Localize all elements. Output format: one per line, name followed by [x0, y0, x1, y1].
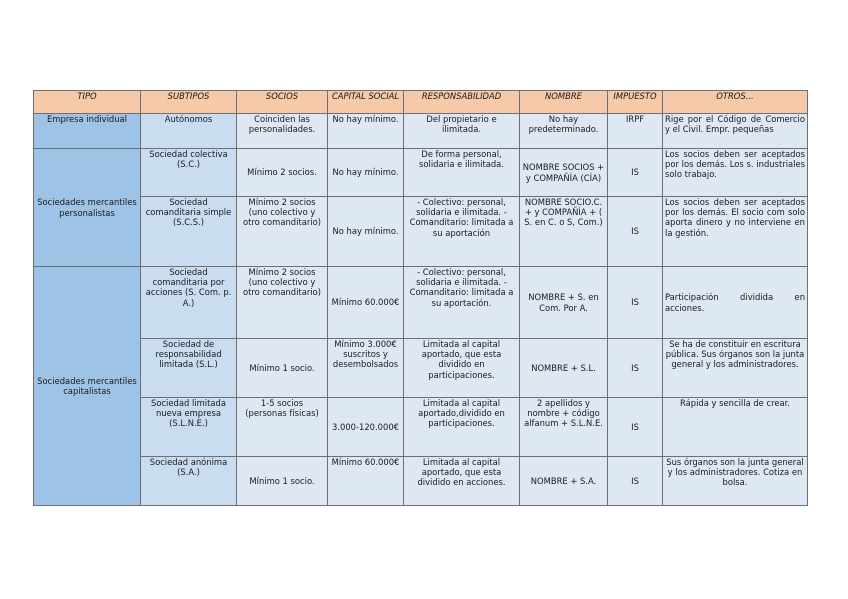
cell-impuesto: IS — [608, 197, 663, 267]
cell-responsabilidad: - Colectivo: personal, solidaria e ilimitada. - Comanditario: limitada a su aportación — [404, 197, 520, 267]
table-row — [34, 267, 808, 339]
cell-subtipo: Sociedad limitada nueva empresa (S.L.N.E.) — [141, 398, 237, 457]
cell-nombre: NOMBRE + S.L. — [520, 339, 608, 398]
cell-socios: 1-5 socios (personas físicas) — [237, 398, 328, 457]
cell-nombre: No hay predeterminado. — [520, 114, 608, 149]
cell-responsabilidad: Limitada al capital aportado, que esta dividido en acciones. — [404, 457, 520, 506]
cell-subtipo: Sociedad comanditaria por acciones (S. Com. p. A.) — [141, 267, 237, 339]
cell-subtipo: Autónomos — [141, 114, 237, 149]
cell-otros: Sus órganos son la junta general y los administradores. Cotiza en bolsa. — [663, 457, 808, 506]
cell-subtipo: Sociedad colectiva (S.C.) — [141, 149, 237, 197]
cell-capital: 3.000-120.000€ — [328, 398, 404, 457]
cell-responsabilidad: Limitada al capital aportado, que esta dividido en participaciones. — [404, 339, 520, 398]
cell-responsabilidad: Limitada al capital aportado,dividido en participaciones. — [404, 398, 520, 457]
company-types-table — [33, 90, 808, 506]
table-row — [34, 149, 808, 197]
header-impuesto: IMPUESTO — [608, 91, 663, 114]
cell-subtipo: Sociedad comanditaria simple (S.C.S.) — [141, 197, 237, 267]
header-subtipos: SUBTIPOS — [141, 91, 237, 114]
cell-otros: Rápida y sencilla de crear. — [663, 398, 808, 457]
cell-responsabilidad: De forma personal, solidaria e ilimitada. — [404, 149, 520, 197]
header-capital-social: CAPITAL SOCIAL — [328, 91, 404, 114]
cell-capital: No hay mínimo. — [328, 149, 404, 197]
cell-impuesto: IS — [608, 267, 663, 339]
cell-socios: Mínimo 2 socios (uno colectivo y otro comanditario) — [237, 267, 328, 339]
group-personalistas: Sociedades mercantiles personalistas — [34, 149, 141, 267]
cell-impuesto: IS — [608, 457, 663, 506]
table-row — [34, 114, 808, 149]
cell-otros: Los socios deben ser aceptados por los demás. El socio com solo aporta dinero y no interviene en la gestión. — [663, 197, 808, 267]
cell-capital: No hay mínimo. — [328, 114, 404, 149]
cell-impuesto: IS — [608, 339, 663, 398]
header-otros: OTROS... — [663, 91, 808, 114]
group-capitalistas: Sociedades mercantiles capitalistas — [34, 267, 141, 506]
cell-capital: Mínimo 60.000€ — [328, 267, 404, 339]
cell-capital: Mínimo 3.000€ suscritos y desembolsados — [328, 339, 404, 398]
cell-socios: Mínimo 2 socios (uno colectivo y otro comanditario) — [237, 197, 328, 267]
cell-nombre: NOMBRE + S.A. — [520, 457, 608, 506]
cell-socios: Mínimo 2 socios. — [237, 149, 328, 197]
header-row — [34, 91, 808, 114]
cell-nombre: NOMBRE SOCIO.C. + y COMPAÑÍA + ( S. en C. o S, Com.) — [520, 197, 608, 267]
table-row — [34, 339, 808, 398]
cell-nombre: NOMBRE + S. en Com. Por A. — [520, 267, 608, 339]
cell-impuesto: IS — [608, 149, 663, 197]
cell-otros: Participación dividida en acciones. — [663, 267, 808, 339]
cell-subtipo: Sociedad de responsabilidad limitada (S.L.) — [141, 339, 237, 398]
header-responsabilidad: RESPONSABILIDAD — [404, 91, 520, 114]
cell-responsabilidad: Del propietario e ilimitada. — [404, 114, 520, 149]
cell-impuesto: IS — [608, 398, 663, 457]
cell-nombre: NOMBRE SOCIOS + y COMPAÑÍA (CÍA) — [520, 149, 608, 197]
cell-responsabilidad: - Colectivo: personal, solidaria e ilimitada. - Comanditario: limitada a su aportación. — [404, 267, 520, 339]
header-tipo: TIPO — [34, 91, 141, 114]
group-empresa-individual: Empresa individual — [34, 114, 141, 149]
cell-otros: Los socios deben ser aceptados por los demás. Los s. industriales solo trabajo. — [663, 149, 808, 197]
cell-otros: Rige por el Código de Comercio y el Civil. Empr. pequeñas — [663, 114, 808, 149]
cell-impuesto: IRPF — [608, 114, 663, 149]
table-row — [34, 457, 808, 506]
cell-nombre: 2 apellidos y nombre + código alfanum + S.L.N.E. — [520, 398, 608, 457]
table-row — [34, 197, 808, 267]
cell-socios: Coinciden las personalidades. — [237, 114, 328, 149]
cell-subtipo: Sociedad anónima (S.A.) — [141, 457, 237, 506]
cell-capital: Mínimo 60.000€ — [328, 457, 404, 506]
cell-socios: Mínimo 1 socio. — [237, 339, 328, 398]
cell-capital: No hay mínimo. — [328, 197, 404, 267]
cell-socios: Mínimo 1 socio. — [237, 457, 328, 506]
header-socios: SOCIOS — [237, 91, 328, 114]
header-nombre: NOMBRE — [520, 91, 608, 114]
cell-otros: Se ha de constituir en escritura pública. Sus órganos son la junta general y los administradores. — [663, 339, 808, 398]
table-row — [34, 398, 808, 457]
